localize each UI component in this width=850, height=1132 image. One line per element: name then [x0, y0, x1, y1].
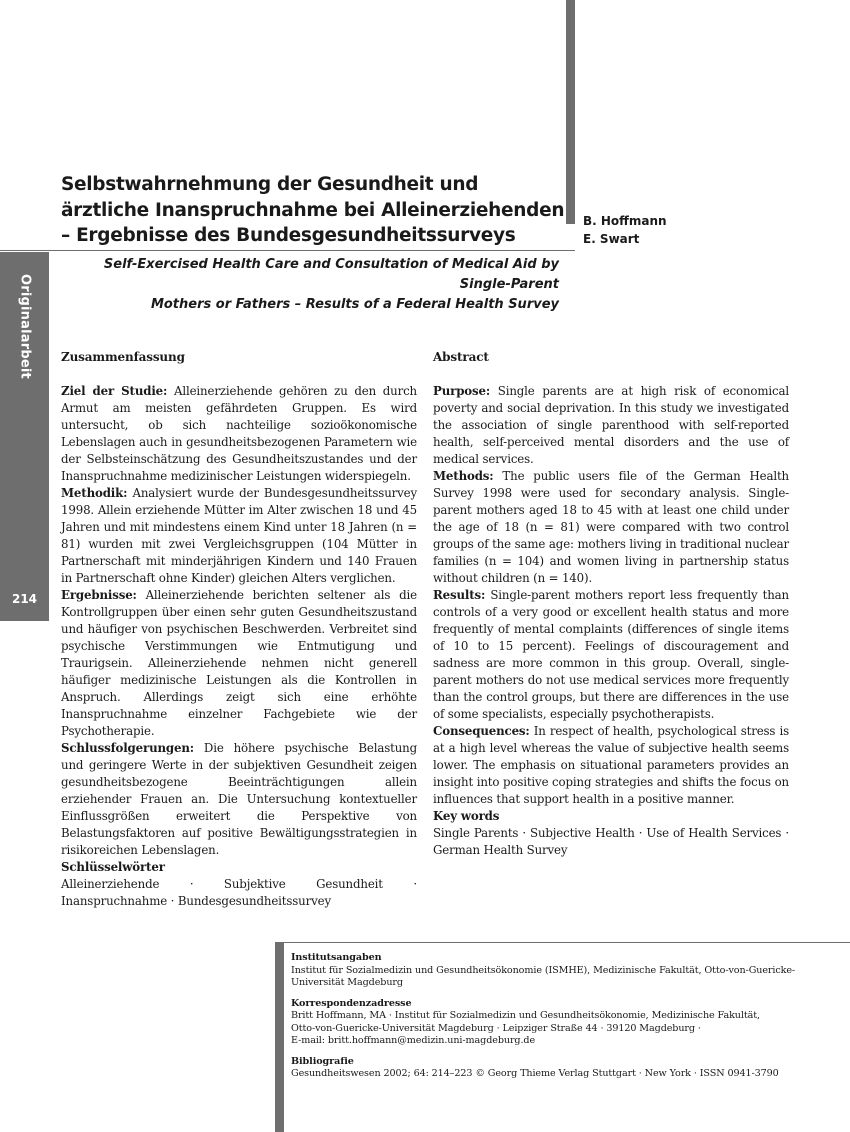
bibliography-block — [291, 1056, 811, 1081]
results-label: Results: — [433, 588, 486, 602]
german-summary-heading: Zusammenfassung — [61, 350, 185, 364]
subtitle-line: Mothers or Fathers – Results of a Federal Health Survey — [150, 297, 559, 312]
methods-label: Methods: — [433, 469, 494, 483]
aim-label: Ziel der Studie: — [61, 384, 168, 398]
author-name: B. Hoffmann — [583, 214, 667, 228]
author-list — [583, 212, 667, 248]
german-summary-column — [61, 349, 417, 910]
institute-text: Institut für Sozialmedizin und Gesundheitsökonomie (ISMHE), Medizinische Fakultät, Otto-von-Guericke-Universität Magdeburg — [291, 964, 796, 988]
results-text: Single-parent mothers report less frequently than controls of a very good or excellent health status and more frequently of mental complaints (differences of single items of 10 to 15 percent). Feelings of discouragement and sadness are more common in this group. Overall, single-parent mothers do not use medical services more frequently than the control groups, but there are differences in the use of some specialists, especially psychotherapists. — [433, 588, 789, 721]
title-rule — [0, 250, 575, 251]
consequences-text: In respect of health, psychological stress is at a high level whereas the value of subjective health seems lower. The emphasis on situational parameters provides an insight into positive coping strategies and shifts the focus on influences that support health in a positive manner. — [433, 724, 789, 806]
subtitle-line: Self-Exercised Health Care and Consultation of Medical Aid by Single-Parent — [103, 257, 559, 292]
aim-paragraph — [61, 383, 417, 485]
correspondence-line: Otto-von-Guericke-Universität Magdeburg · Leipziger Straße 44 · 39120 Magdeburg · — [291, 1022, 701, 1034]
results-label: Ergebnisse: — [61, 588, 137, 602]
bibliography-text: Gesundheitswesen 2002; 64: 214–223 © Georg Thieme Verlag Stuttgart · New York · ISSN 0941-3790 — [291, 1068, 779, 1079]
consequences-label: Consequences: — [433, 724, 530, 738]
german-keywords: Alleinerziehende · Subjektive Gesundheit · Inanspruchnahme · Bundesgesundheitssurvey — [61, 877, 417, 908]
results-text: Alleinerziehende berichten seltener als die Kontrollgruppen über einen sehr guten Gesundheitszustand und häufiger von psychischen Beschwerden. Verbreitet sind psychische Verstimmungen wie Entmutigung und Traurigsein. Alleinerziehende nehmen nicht generell häufiger medizinische Leistungen als die Kontrollen in Anspruch. Allerdings zeigt sich eine erhöhte Inanspruchnahme einzelner Fachgebiete wie der Psychotherapie. — [61, 588, 417, 738]
results-paragraph — [433, 587, 789, 723]
method-text: Analysiert wurde der Bundesgesundheitssurvey 1998. Allein erziehende Mütter im Alter zwischen 18 und 45 Jahren und mit mindestens einem Kind unter 18 Jahren (n = 81) wurden mit zwei Vergleichsgruppen (104 Mütter in Partnerschaft mit minderjährigen Kindern und 140 Frauen in Partnerschaft ohne Kinder) gleichen Alters verglichen. — [61, 486, 417, 585]
consequences-paragraph — [433, 723, 789, 808]
aim-text: Alleinerziehende gehören zu den durch Armut am meisten gefährdeten Gruppen. Es wird untersucht, ob sich nachteilige sozioökonomische Lebenslagen auch in gesundheitsbezogenen Parametern wie der Selbsteinschätzung des Gesundheitszustandes und der Inanspruchnahme medizinischer Leistungen widerspiegeln. — [61, 384, 417, 483]
correspondence-email: E-mail: britt.hoffmann@medizin.uni-magdeburg.de — [291, 1035, 536, 1046]
english-keywords-heading: Key words — [433, 809, 500, 823]
method-paragraph — [61, 485, 417, 587]
methods-paragraph — [433, 468, 789, 587]
correspondence-heading: Korrespondenzadresse — [291, 997, 412, 1009]
conclusion-label: Schlussfolgerungen: — [61, 741, 195, 755]
german-keywords-heading: Schlüsselwörter — [61, 860, 165, 874]
english-subtitle — [60, 255, 559, 315]
english-abstract-column — [433, 349, 789, 859]
article-info-footer — [291, 952, 811, 1089]
section-label: Originalarbeit — [17, 274, 33, 379]
results-paragraph — [61, 587, 417, 740]
institute-heading: Institutsangaben — [291, 952, 382, 963]
abstract-heading: Abstract — [433, 350, 489, 364]
purpose-text: Single parents are at high risk of economical poverty and social deprivation. In this study we investigated the association of single parenthood with self-reported health, self-perceived mental disorders and the use of medical services. — [433, 384, 789, 466]
conclusion-paragraph — [61, 740, 417, 859]
purpose-label: Purpose: — [433, 384, 491, 398]
page-number: 214 — [11, 592, 38, 606]
methods-text: The public users file of the German Health Survey 1998 were used for secondary analysis. Single-parent mothers aged 18 to 45 with at least one child under the age of 18 (n = 81) were compared with two control groups of the same age: mothers living in traditional nuclear families (n = 104) and women living in partnership status without children (n = 140). — [433, 469, 789, 585]
conclusion-text: Die höhere psychische Belastung und geringere Werte in der subjektiven Gesundheit zeigen gesundheitsbezogene Beeinträchtigungen allein erziehender Frauen an. Die Untersuchung kontextueller Einflussgrößen erweitert die Perspektive von Belastungsfaktoren auf positive Bewältigungsstrategien in risikoreichen Lebenslagen. — [61, 741, 417, 857]
bibliography-heading: Bibliografie — [291, 1055, 354, 1067]
institute-block — [291, 952, 811, 990]
bottom-vertical-bar — [275, 943, 284, 1132]
footer-rule — [275, 942, 850, 943]
english-keywords: Single Parents · Subjective Health · Use of Health Services · German Health Survey — [433, 826, 789, 857]
method-label: Methodik: — [61, 486, 128, 500]
top-vertical-bar — [566, 0, 575, 224]
author-name: E. Swart — [583, 232, 640, 246]
correspondence-block — [291, 998, 811, 1048]
article-title: Selbstwahrnehmung der Gesundheit und ärztliche Inanspruchnahme bei Alleinerziehenden – Ergebnisse des Bundesgesundheitssurveys — [61, 174, 565, 246]
purpose-paragraph — [433, 383, 789, 468]
correspondence-line: Britt Hoffmann, MA · Institut für Sozialmedizin und Gesundheitsökonomie, Medizinische Fakultät, — [291, 1010, 760, 1021]
